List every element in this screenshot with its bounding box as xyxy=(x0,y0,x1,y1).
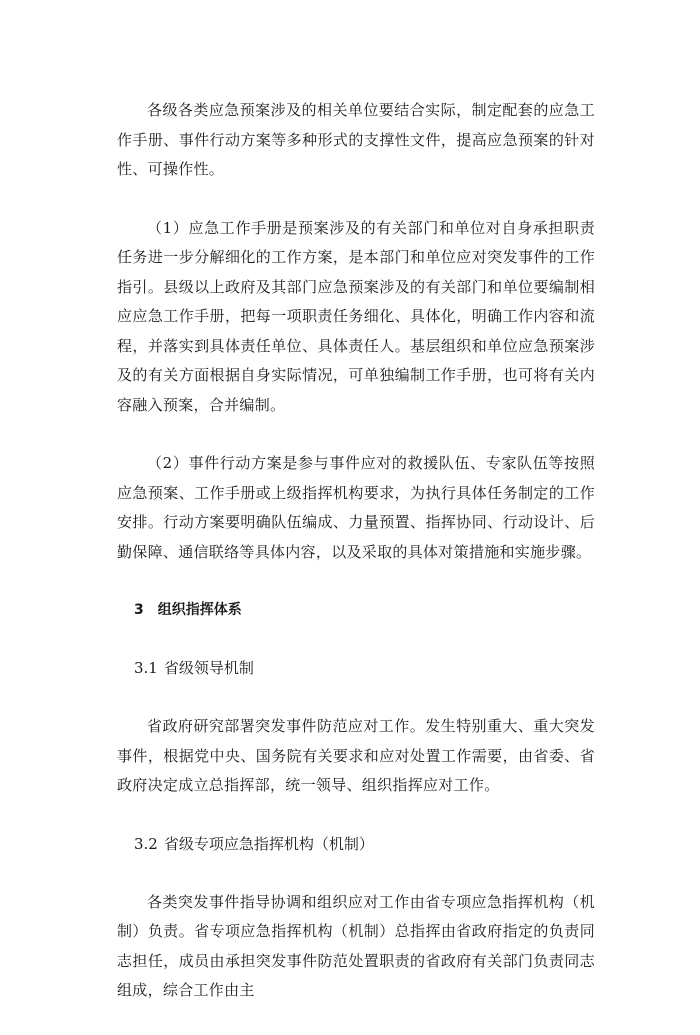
section-title: 组织指挥体系 xyxy=(157,602,242,618)
paragraph-provincial-leadership: 省政府研究部署突发事件防范应对工作。发生特别重大、重大突发事件，根据党中央、国务院有关要求和应对处置工作需要，由省委、省政府决定成立总指挥部，统一领导、组织指挥应对工作。 xyxy=(117,717,595,794)
subsection-number: 3.1 xyxy=(134,659,158,677)
paragraph-emergency-handbook: （1）应急工作手册是预案涉及的有关部门和单位对自身承担职责任务进一步分解细化的工作方案，是本部门和单位应对突发事件的工作指引。县级以上政府及其部门应急预案涉及的有关部门和单位要编制相应应急工作手册，把每一项职责任务细化、具体化，明确工作内容和流程，并落实到具体责任单位、具体责任人。基层组织和单位应急预案涉及的有关方面根据自身实际情况，可单独编制工作手册，也可将有关内容融入预案，合并编制。 xyxy=(117,218,595,414)
subsection-number: 3.2 xyxy=(134,834,158,853)
subsection-heading-3-2 xyxy=(117,830,595,859)
subsection-title: 省级领导机制 xyxy=(163,659,254,677)
paragraph-action-plan: （2）事件行动方案是参与事件应对的救援队伍、专家队伍等按照应急预案、工作手册或上级指挥机构要求，为执行具体任务制定的工作安排。行动方案要明确队伍编成、力量预置、指挥协同、行动设计、后勤保障、通信联络等具体内容，以及采取的具体对策措施和实施步骤。 xyxy=(117,454,595,561)
section-heading-3 xyxy=(117,596,595,625)
paragraph-support-documents: 各级各类应急预案涉及的相关单位要结合实际，制定配套的应急工作手册、事件行动方案等多种形式的支撑性文件，提高应急预案的针对性、可操作性。 xyxy=(117,101,595,178)
document-body xyxy=(117,96,595,1035)
subsection-heading-3-1 xyxy=(117,654,595,683)
section-number: 3 xyxy=(134,602,144,618)
subsection-title: 省级专项应急指挥机构（机制） xyxy=(163,834,374,853)
paragraph-special-command: 各类突发事件指导协调和组织应对工作由省专项应急指挥机构（机制）负责。省专项应急指挥机构（机制）总指挥由省政府指定的负责同志担任，成员由承担突发事件防范处置职责的省政府有关部门负责同志组成，综合工作由主 xyxy=(117,892,595,999)
